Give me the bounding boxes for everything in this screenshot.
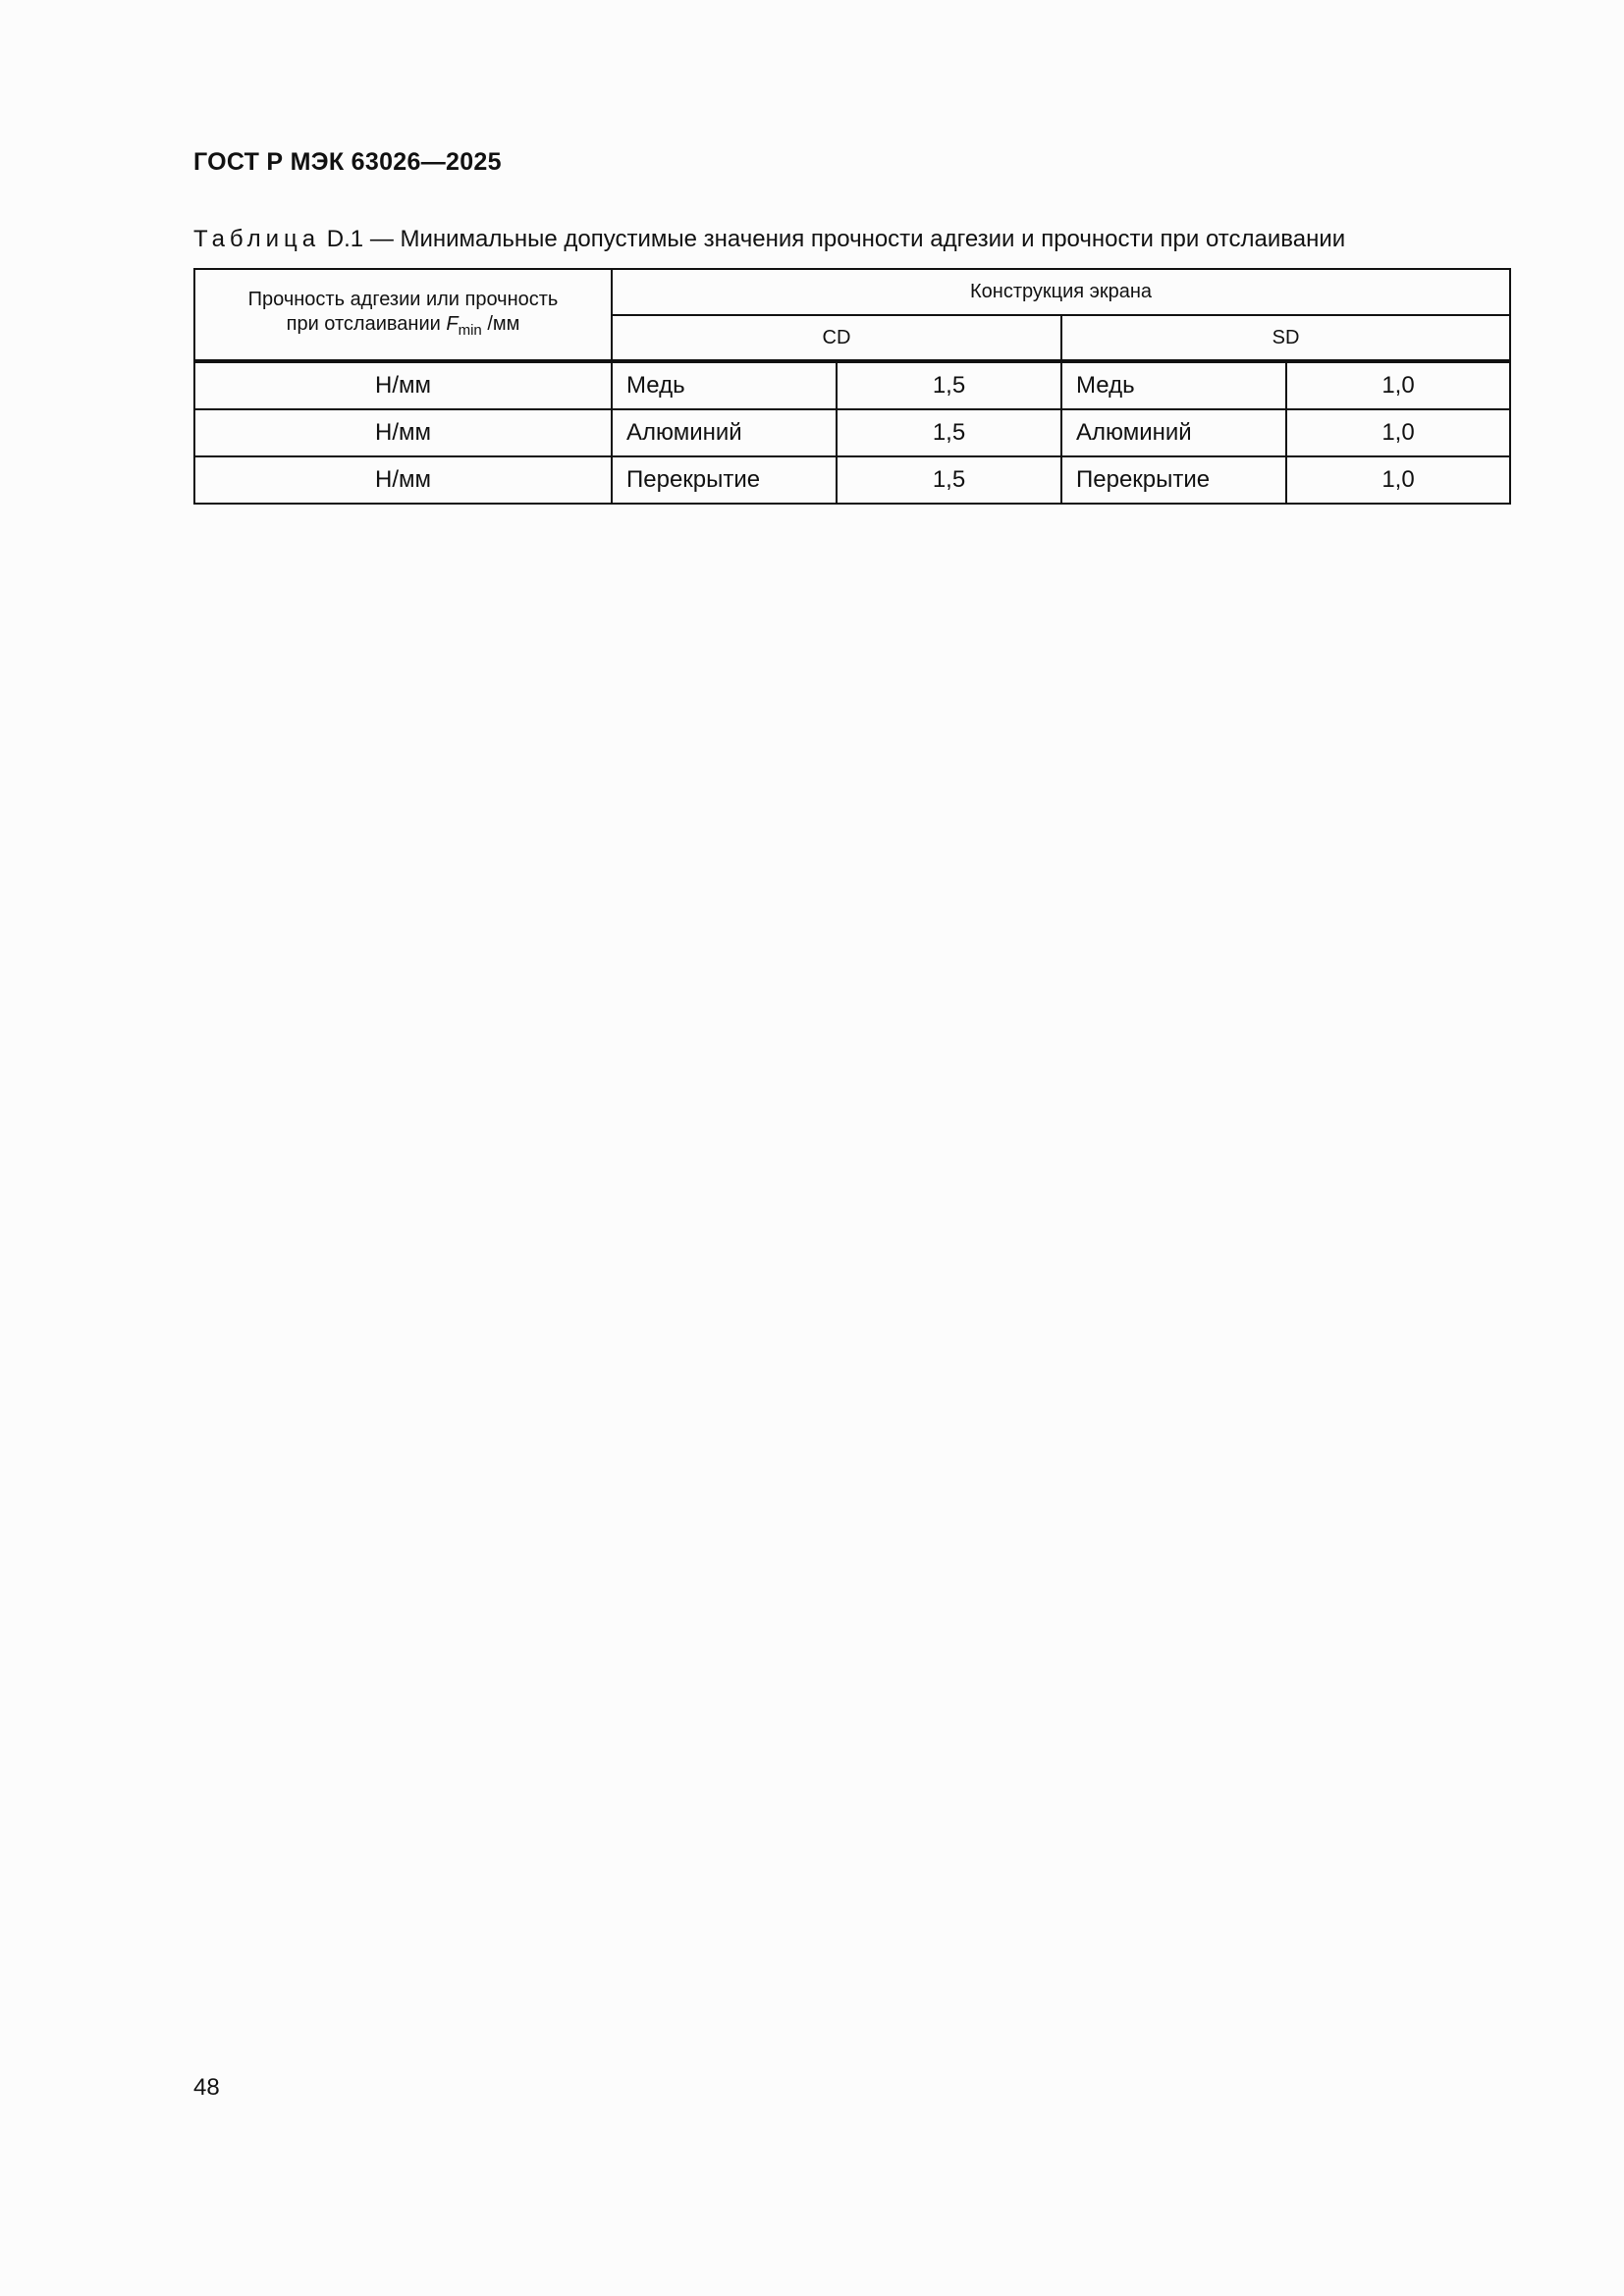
cd-material-cell: Перекрытие [612, 456, 837, 504]
property-header-subscript: min [458, 321, 482, 339]
sd-value-cell: 1,0 [1286, 409, 1510, 456]
table-row [194, 409, 1510, 456]
table-caption-number: D.1 [326, 226, 364, 252]
cd-value-cell: 1,5 [837, 409, 1061, 456]
page-number: 48 [193, 2074, 220, 2101]
cd-value-cell: 1,5 [837, 362, 1061, 409]
sd-material-cell: Алюминий [1061, 409, 1286, 456]
sd-value-cell: 1,0 [1286, 456, 1510, 504]
table-caption-title: — Минимальные допустимые значения прочности адгезии и прочности при отслаивании [369, 226, 1346, 252]
property-header-line2: при отслаивании [286, 312, 441, 335]
subheader-sd: SD [1061, 315, 1510, 360]
group-header-cell: Конструкция экрана [612, 269, 1510, 315]
unit-cell: Н/мм [194, 456, 612, 504]
document-code: ГОСТ Р МЭК 63026—2025 [193, 148, 502, 176]
sd-value-cell: 1,0 [1286, 362, 1510, 409]
property-header-symbol: F [446, 312, 459, 335]
table-row [194, 456, 1510, 504]
table-row [194, 362, 1510, 409]
table-caption-label: Таблица [193, 226, 321, 252]
property-header-cell [194, 269, 612, 360]
property-header-line1: Прочность адгезии или прочность [247, 288, 559, 310]
cd-material-cell: Алюминий [612, 409, 837, 456]
cd-value-cell: 1,5 [837, 456, 1061, 504]
sd-material-cell: Медь [1061, 362, 1286, 409]
sd-material-cell: Перекрытие [1061, 456, 1286, 504]
property-header-unit: /мм [487, 312, 520, 335]
adhesion-table [193, 268, 1511, 505]
table-caption [193, 226, 1345, 253]
table-header-row [194, 269, 1510, 315]
unit-cell: Н/мм [194, 409, 612, 456]
cd-material-cell: Медь [612, 362, 837, 409]
subheader-cd: CD [612, 315, 1061, 360]
unit-cell: Н/мм [194, 362, 612, 409]
